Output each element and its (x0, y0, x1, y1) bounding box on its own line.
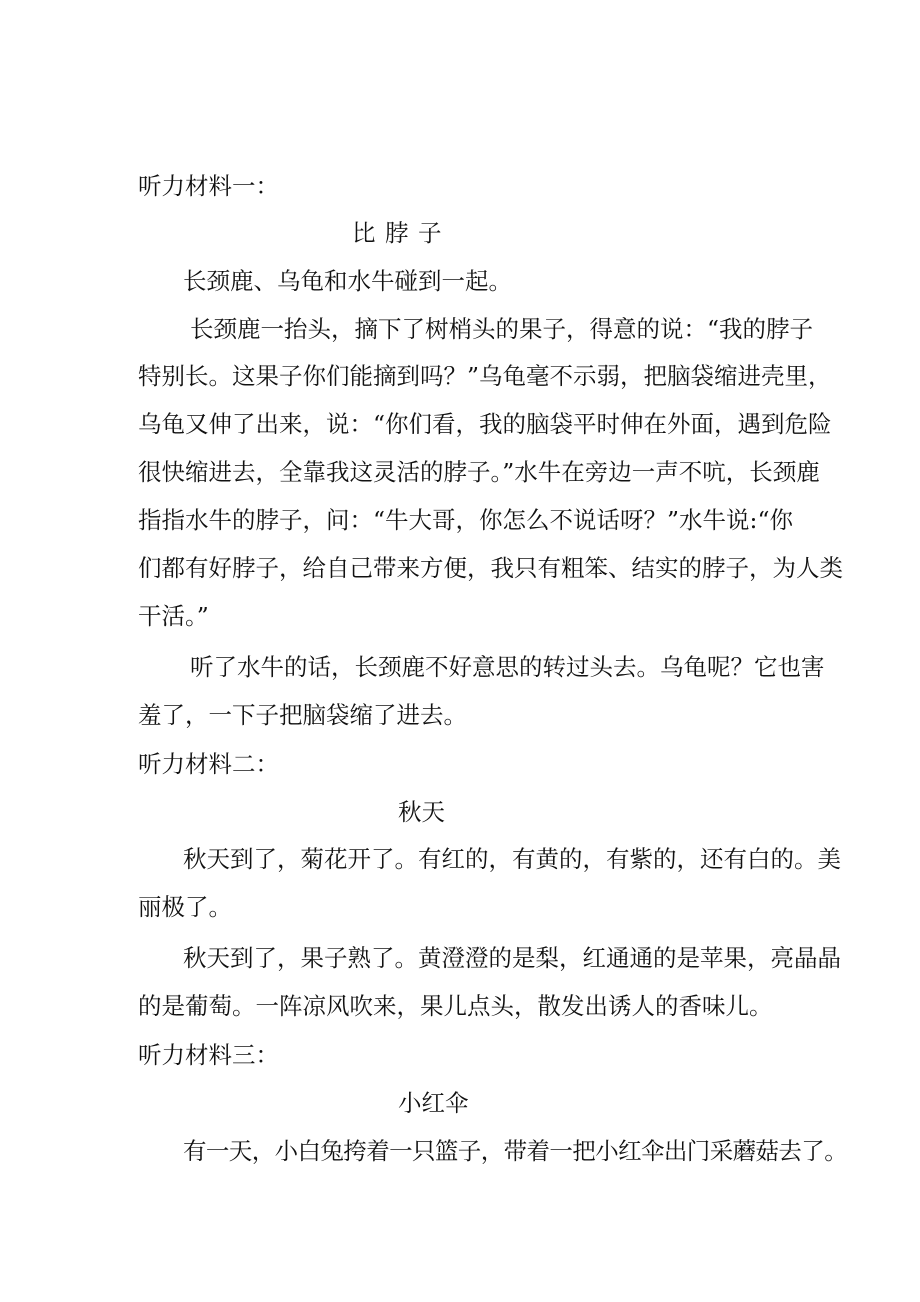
story-title: 小红伞 (398, 1089, 469, 1117)
paragraph-line: 乌龟又伸了出来，说：“你们看，我的脑袋平时伸在外面，遇到危险 (138, 410, 832, 438)
section-heading: 听力材料三： (138, 1041, 279, 1069)
paragraph-line: 长颈鹿、乌龟和水牛碰到一起。 (183, 267, 512, 295)
paragraph-line: 长颈鹿一抬头，摘下了树梢头的果子，得意的说：“我的脖子 (190, 315, 814, 343)
story-title: 比 脖 子 (352, 219, 443, 247)
paragraph-line: 秋天到了，果子熟了。黄澄澄的是梨，红通通的是苹果，亮晶晶 (183, 944, 841, 972)
paragraph-line: 们都有好脖子，给自己带来方便，我只有粗笨、结实的脖子，为人类 (138, 554, 843, 582)
paragraph-line: 羞了，一下子把脑袋缩了进去。 (138, 701, 467, 729)
paragraph-line: 的是葡萄。一阵凉风吹来，果儿点头，散发出诱人的香味儿。 (138, 992, 773, 1020)
section-heading: 听力材料一： (138, 172, 279, 200)
paragraph-line: 很快缩进去，全靠我这灵活的脖子。”水牛在旁边一声不吭，长颈鹿 (138, 458, 820, 486)
paragraph-line: 秋天到了，菊花开了。有红的，有黄的，有紫的，还有白的。美 (183, 845, 841, 873)
paragraph-line: 丽极了。 (138, 893, 232, 921)
story-title: 秋天 (398, 798, 445, 826)
paragraph-line: 有一天，小白兔挎着一只篮子，带着一把小红伞出门采蘑菇去了。 (183, 1137, 848, 1165)
section-heading: 听力材料二： (138, 750, 279, 778)
paragraph-line: 听了水牛的话，长颈鹿不好意思的转过头去。乌龟呢？它也害 (190, 653, 825, 681)
paragraph-line: 干活。” (138, 602, 209, 630)
paragraph-line: 指指水牛的脖子，问：“牛大哥，你怎么不说话呀？”水牛说:“你 (138, 506, 793, 534)
paragraph-line: 特别长。这果子你们能摘到吗？”乌龟毫不示弱，把脑袋缩进壳里， (138, 362, 832, 390)
